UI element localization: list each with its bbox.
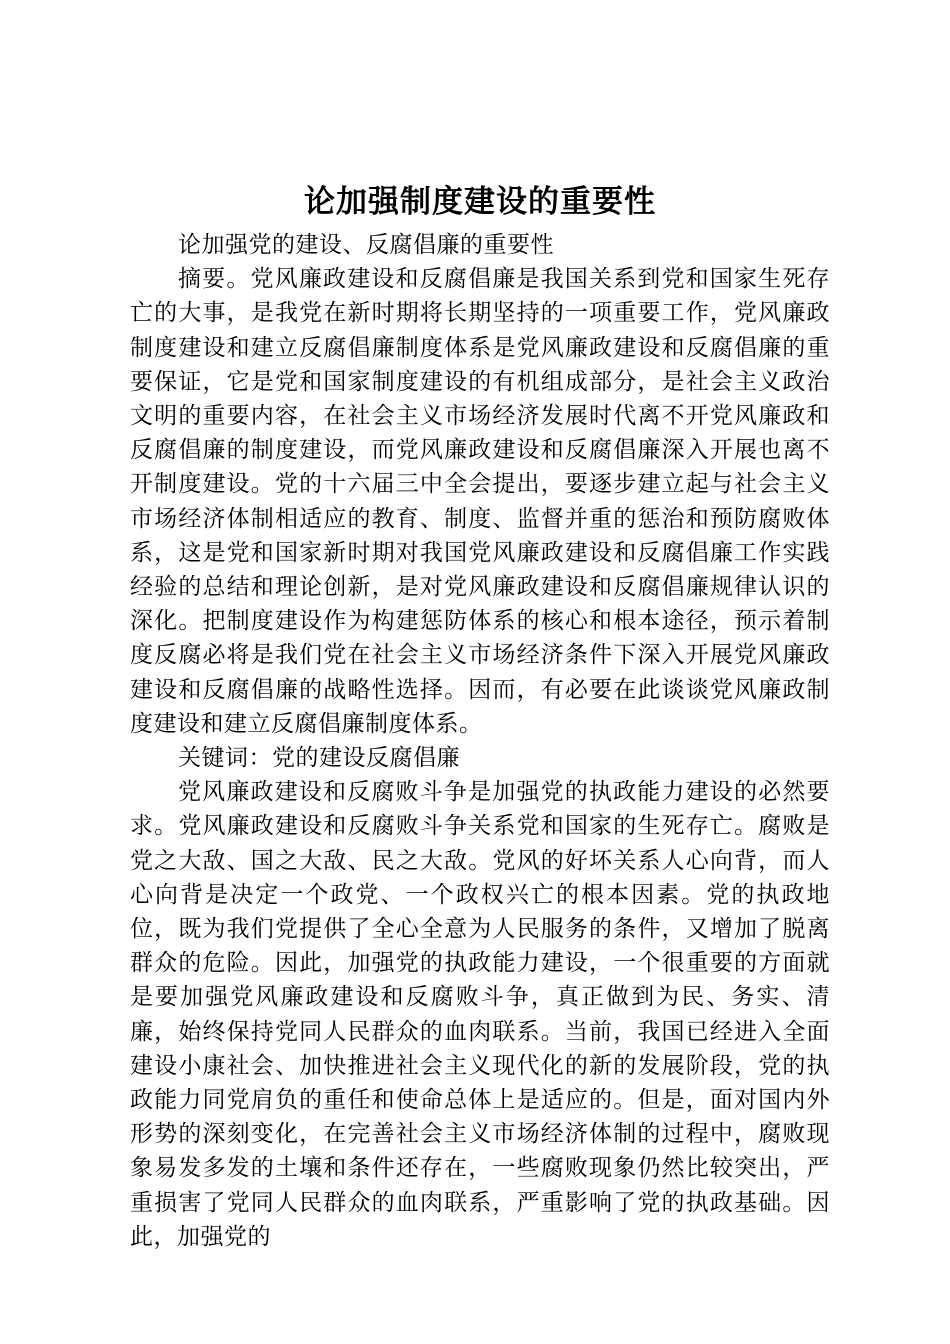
abstract-paragraph: 摘要。党风廉政建设和反腐倡廉是我国关系到党和国家生死存亡的大事，是我党在新时期将长期坚持的一项重要工作，党风廉政制度建设和建立反腐倡廉制度体系是党风廉政建设和反腐倡廉的重要保证，它是党和国家制度建设的有机组成部分，是社会主义政治文明的重要内容，在社会主义市场经济发展时代离不开党风廉政和反腐倡廉的制度建设，而党风廉政建设和反腐倡廉深入开展也离不开制度建设。党的十六届三中全会提出，要逐步建立起与社会主义市场经济体制相适应的教育、制度、监督并重的惩治和预防腐败体系，这是党和国家新时期对我国党风廉政建设和反腐倡廉工作实践经验的总结和理论创新，是对党风廉政建设和反腐倡廉规律认识的深化。把制度建设作为构建惩防体系的核心和根本途径，预示着制度反腐必将是我们党在社会主义市场经济条件下深入开展党风廉政建设和反腐倡廉的战略性选择。因而，有必要在此谈谈党风廉政制度建设和建立反腐倡廉制度体系。: [130, 266, 830, 737]
keywords-line: 关键词：党的建设反腐倡廉: [178, 745, 460, 772]
document-page: [130, 180, 830, 1254]
document-subtitle: 论加强党的建设、反腐倡廉的重要性: [178, 232, 554, 258]
document-title: 论加强制度建设的重要性: [304, 184, 656, 220]
body-paragraph: 党风廉政建设和反腐败斗争是加强党的执政能力建设的必然要求。党风廉政建设和反腐败斗争关系党和国家的生死存亡。腐败是党之大敌、国之大敌、民之大敌。党风的好坏关系人心向背，而人心向背是决定一个政党、一个政权兴亡的根本因素。党的执政地位，既为我们党提供了全心全意为人民服务的条件，又增加了脱离群众的危险。因此，加强党的执政能力建设，一个很重要的方面就是要加强党风廉政建设和反腐败斗争，真正做到为民、务实、清廉，始终保持党同人民群众的血肉联系。当前，我国已经进入全面建设小康社会、加快推进社会主义现代化的新的发展阶段，党的执政能力同党肩负的重任和使命总体上是适应的。但是，面对国内外形势的深刻变化，在完善社会主义市场经济体制的过程中，腐败现象易发多发的土壤和条件还存在，一些腐败现象仍然比较突出，严重损害了党同人民群众的血肉联系，严重影响了党的执政基础。因此，加强党的: [130, 779, 830, 1250]
